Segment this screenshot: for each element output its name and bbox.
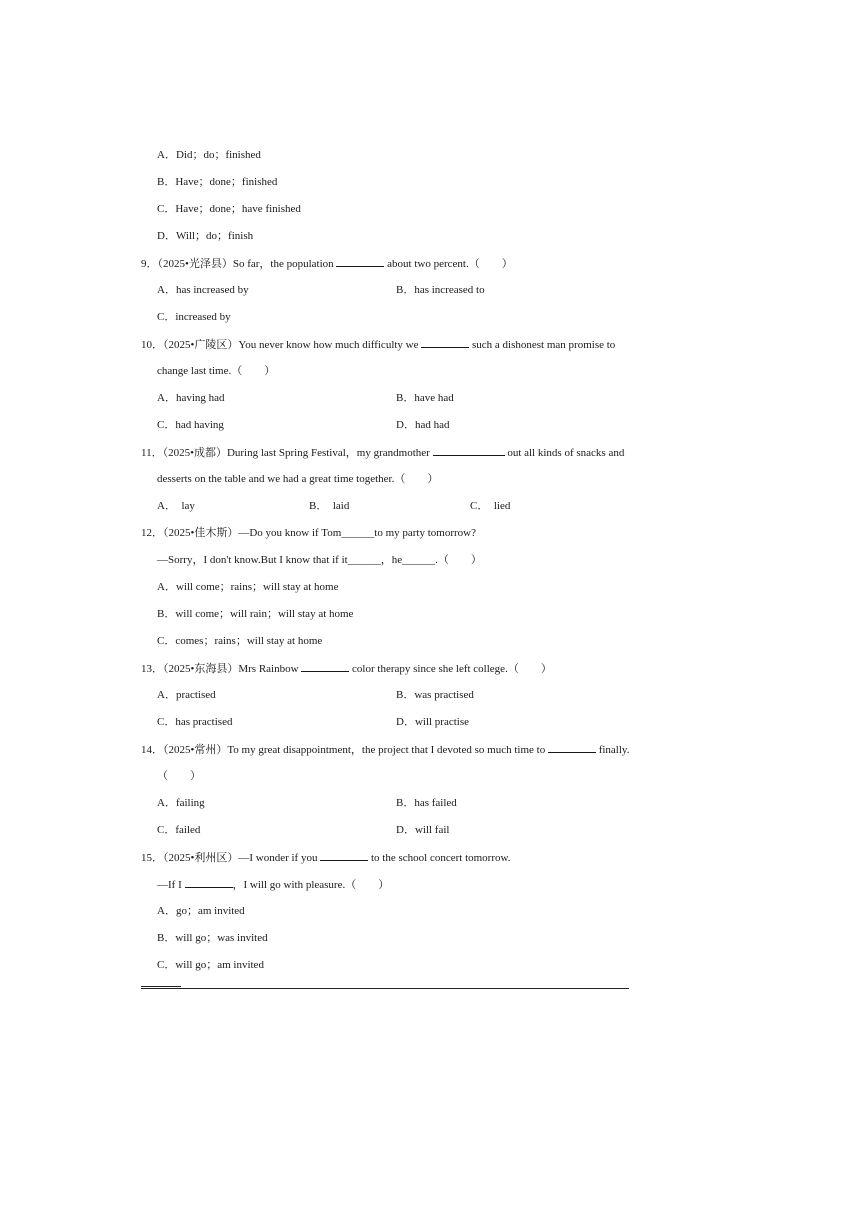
q14-option-a: A．failing — [157, 797, 205, 809]
q15-line2-post: ，I will go with pleasure.（ ） — [232, 879, 390, 891]
q9-stem-pre: 9．（2025•光泽县）So far，the population — [141, 258, 337, 270]
q13-option-a: A．practised — [157, 689, 216, 701]
q9-stem — [141, 256, 513, 271]
q14-stem-line2: （ ） — [157, 770, 201, 782]
q13-blank — [301, 661, 349, 672]
q15-stem-pre: 15．（2025•利州区）—I wonder if you — [141, 852, 321, 864]
q10-option-c: C．had having — [157, 419, 224, 431]
q8-option-a: A．Did；do；finished — [157, 149, 261, 161]
q13-stem — [141, 661, 552, 676]
q14-stem-pre: 14．（2025•常州）To my great disappointment，the project that I devoted so much time to — [141, 744, 548, 756]
q14-stem-post: finally. — [595, 744, 630, 756]
q10-blank — [421, 337, 469, 348]
q14-option-b: B．has failed — [396, 797, 457, 809]
q13-stem-pre: 13．（2025•东海县）Mrs Rainbow — [141, 663, 302, 675]
q8-option-c: C．Have；done；have finished — [157, 203, 301, 215]
q12-stem-line2: —Sorry，I don't know.But I know that if it______，he______.（ ） — [157, 554, 482, 566]
q12-option-a: A．will come；rains；will stay at home — [157, 581, 339, 593]
q15-stem — [141, 850, 510, 865]
q10-option-a: A．having had — [157, 392, 225, 404]
q15-line2-pre: —If I — [157, 879, 185, 891]
q13-option-b: B．was practised — [396, 689, 474, 701]
q15-stem-post: to the school concert tomorrow. — [368, 852, 511, 864]
q14-blank — [548, 742, 596, 753]
q10-option-d: D．had had — [396, 419, 450, 431]
q12-option-c: C．comes；rains；will stay at home — [157, 635, 323, 647]
q12-stem: 12．（2025•佳木斯）—Do you know if Tom______to my party tomorrow? — [141, 527, 476, 539]
q13-option-c: C．has practised — [157, 716, 233, 728]
q11-option-b: B． laid — [309, 500, 350, 512]
q11-option-a: A． lay — [157, 500, 195, 512]
q10-stem — [141, 337, 615, 352]
q10-stem-pre: 10．（2025•广陵区）You never know how much difficulty we — [141, 339, 422, 351]
q13-option-d: D．will practise — [396, 716, 470, 728]
q15-stem-line2 — [157, 877, 389, 892]
q11-stem-line2: desserts on the table and we had a great time together.（ ） — [157, 473, 439, 485]
q9-option-b: B．has increased to — [396, 284, 485, 296]
footer-divider — [141, 988, 629, 989]
q15-option-b: B．will go；was invited — [157, 932, 268, 944]
q14-option-d: D．will fail — [396, 824, 450, 836]
q14-option-c: C．failed — [157, 824, 201, 836]
q10-option-b: B．have had — [396, 392, 454, 404]
q14-stem — [141, 742, 629, 757]
q11-blank — [433, 445, 505, 456]
q11-stem-post: out all kinds of snacks and — [504, 447, 625, 459]
q11-stem — [141, 445, 624, 460]
q9-option-a: A．has increased by — [157, 284, 249, 296]
q11-option-c: C． lied — [470, 500, 511, 512]
q10-stem-post: such a dishonest man promise to — [469, 339, 616, 351]
q11-stem-pre: 11．（2025•成都）During last Spring Festival，my grandmother — [141, 447, 433, 459]
q9-stem-post: about two percent.（ ） — [384, 258, 513, 270]
q15-blank-2 — [185, 877, 233, 888]
q9-blank — [336, 256, 384, 267]
q8-option-b: B．Have；done；finished — [157, 176, 278, 188]
q9-option-c: C．increased by — [157, 311, 231, 323]
q15-blank-1 — [320, 850, 368, 861]
q10-stem-line2: change last time.（ ） — [157, 365, 276, 377]
q15-option-a: A．go；am invited — [157, 905, 245, 917]
q15-option-c: C．will go；am invited — [157, 959, 264, 971]
q13-stem-post: color therapy since she left college.（ ） — [349, 663, 552, 675]
q8-option-d: D．Will；do；finish — [157, 230, 254, 242]
footer-divider-accent — [141, 986, 181, 987]
q12-option-b: B．will come；will rain；will stay at home — [157, 608, 354, 620]
